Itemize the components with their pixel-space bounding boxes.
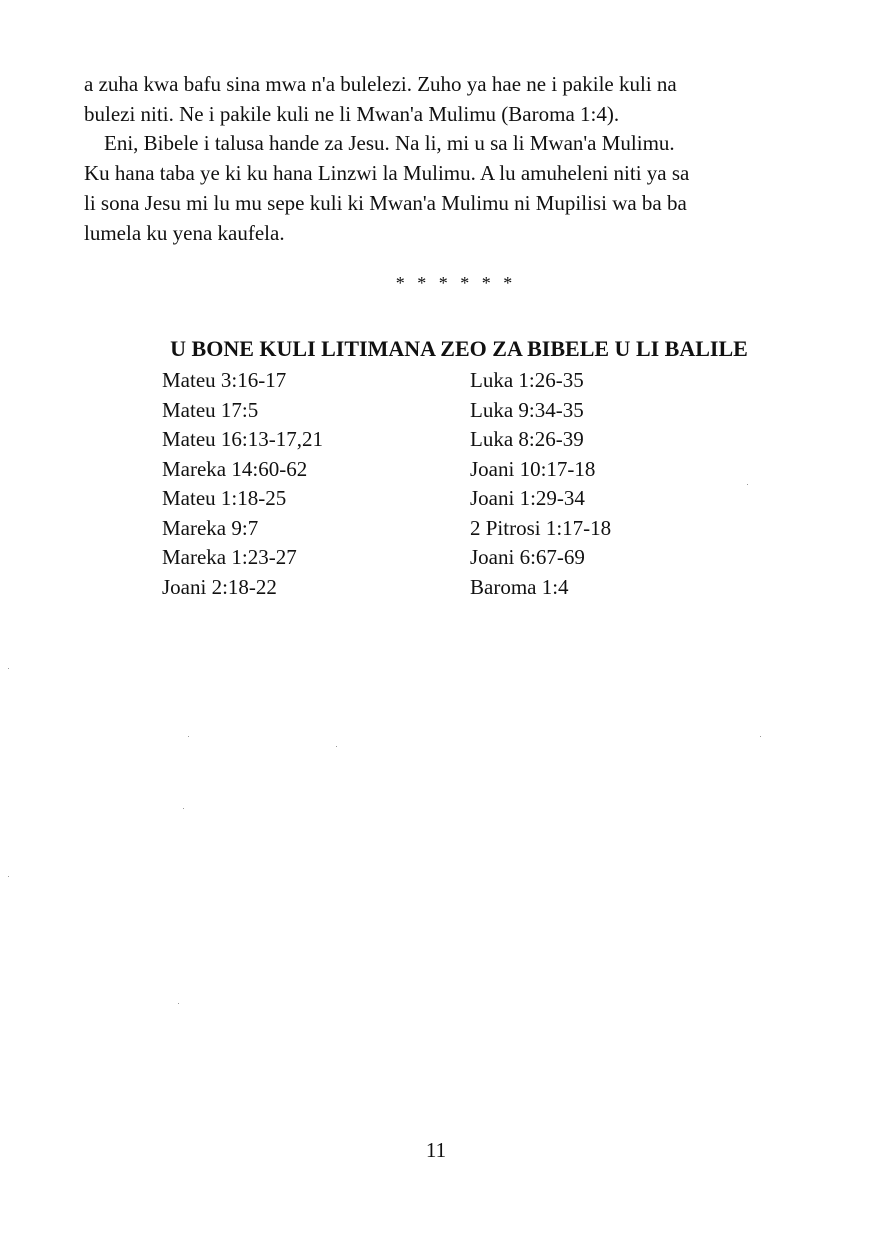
scan-speck: [178, 1003, 179, 1004]
reference-item: Joani 2:18-22: [162, 574, 277, 599]
scan-speck: [8, 876, 9, 877]
paragraph-line: Ku hana taba ye ki ku hana Linzwi la Mulimu. A lu amuheleni niti ya sa: [84, 161, 690, 185]
paragraph-1: [84, 69, 820, 129]
reference-item: Mateu 1:18-25: [162, 486, 287, 510]
reference-item: Baroma 1:4: [470, 574, 569, 599]
reference-item: Mateu 16:13-17,21: [162, 427, 323, 451]
reference-item: Mateu 17:5: [162, 397, 259, 422]
scan-speck: [747, 484, 748, 485]
reference-item: Joani 1:29-34: [470, 486, 585, 510]
reference-item: Joani 10:17-18: [470, 456, 596, 481]
reference-item: 2 Pitrosi 1:17-18: [470, 515, 612, 540]
scan-speck: [8, 668, 9, 669]
reference-item: Mareka 9:7: [162, 515, 259, 540]
section-heading: U BONE KULI LITIMANA ZEO ZA BIBELE U LI BALILE: [170, 336, 748, 361]
reference-item: Mareka 1:23-27: [162, 545, 297, 569]
reference-item: Luka 1:26-35: [470, 368, 584, 392]
reference-item: Mateu 3:16-17: [162, 368, 287, 392]
paragraph-line: li sona Jesu mi lu mu sepe kuli ki Mwan'a Mulimu ni Mupilisi wa ba ba: [84, 191, 687, 215]
references-column-left: [162, 366, 323, 602]
reference-item: Luka 8:26-39: [470, 427, 584, 451]
section-separator: * * * * * *: [395, 273, 517, 293]
scan-speck: [760, 736, 761, 737]
references-column-right: [470, 366, 611, 602]
paragraph-line: Eni, Bibele i talusa hande za Jesu. Na li, mi u sa li Mwan'a Mulimu.: [104, 131, 675, 155]
paragraph-2: [84, 128, 820, 248]
scan-speck: [183, 808, 184, 809]
reference-item: Mareka 14:60-62: [162, 456, 308, 481]
reference-item: Luka 9:34-35: [470, 397, 584, 422]
paragraph-line: lumela ku yena kaufela.: [84, 221, 285, 245]
page-number: 11: [425, 1138, 447, 1162]
scan-speck: [188, 736, 189, 737]
scan-speck: [336, 746, 337, 747]
paragraph-line: a zuha kwa bafu sina mwa n'a bulelezi. Zuho ya hae ne i pakile kuli na: [84, 72, 677, 96]
reference-item: Joani 6:67-69: [470, 545, 585, 569]
paragraph-line: bulezi niti. Ne i pakile kuli ne li Mwan'a Mulimu (Baroma 1:4).: [84, 102, 620, 126]
